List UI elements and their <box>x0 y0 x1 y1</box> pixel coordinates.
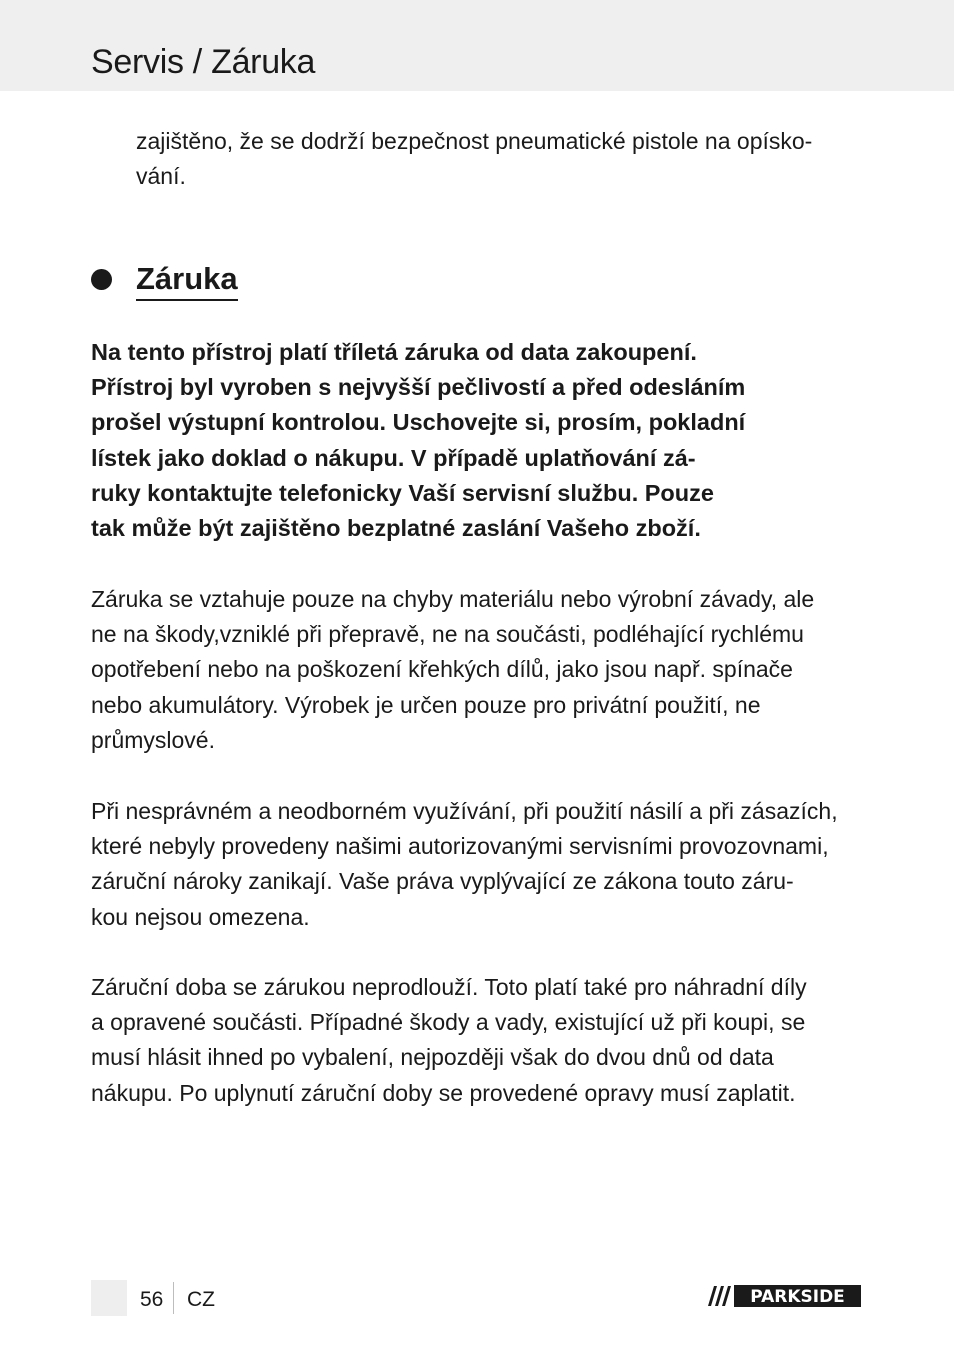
footer-divider <box>173 1282 174 1314</box>
section-bullet-icon <box>91 269 112 290</box>
warranty-scope-paragraph <box>91 582 814 758</box>
footer-marker <box>91 1280 127 1316</box>
text-line: nebo akumulátory. Výrobek je určen pouze pro privátní použití, ne <box>91 691 761 718</box>
text-line: nákupu. Po uplynutí záruční doby se provedené opravy musí zaplatit. <box>91 1079 796 1106</box>
text-line: Na tento přístroj platí tříletá záruka od data zakoupení. <box>91 339 697 365</box>
page-number: 56 <box>140 1288 164 1311</box>
text-line: ne na škody,vzniklé při přepravě, ne na součásti, podléhající rychlému <box>91 621 804 648</box>
page-title: Servis / Záruka <box>91 43 316 81</box>
warranty-summary <box>91 335 745 546</box>
text-line: kou nejsou omezena. <box>91 903 310 930</box>
text-line: lístek jako doklad o nákupu. V případě uplatňování zá- <box>91 444 696 471</box>
text-line: Při nesprávném a neodborném využívání, při použití násilí a při zásazích, <box>91 798 838 824</box>
text-line: prošel výstupní kontrolou. Uschovejte si, prosím, pokladní <box>91 409 746 436</box>
text-line: Přístroj byl vyroben s nejvyšší pečlivostí a před odesláním <box>91 374 746 401</box>
text-line: které nebyly provedeny našimi autorizovanými servisními provozovnami, <box>91 833 829 860</box>
text-line: tak může být zajištěno bezplatné zaslání Vašeho zboží. <box>91 515 701 542</box>
continuation-paragraph <box>136 124 812 194</box>
text-line: musí hlásit ihned po vybalení, nejpozději však do dvou dnů od data <box>91 1044 774 1071</box>
warranty-period-paragraph <box>91 970 807 1111</box>
text-line: Záruční doba se zárukou neprodlouží. Toto platí také pro náhradní díly <box>91 974 807 1000</box>
logo-text: PARKSIDE <box>750 1287 845 1307</box>
warranty-void-paragraph <box>91 794 838 935</box>
language-code: CZ <box>187 1288 215 1311</box>
section-heading: Záruka <box>136 259 238 301</box>
parkside-logo <box>706 1284 862 1308</box>
text-line: průmyslové. <box>91 726 215 753</box>
text-line: Záruka se vztahuje pouze na chyby materiálu nebo výrobní závady, ale <box>91 586 815 612</box>
text-line: zajištěno, že se dodrží bezpečnost pneumatické pistole na opísko- <box>136 128 813 154</box>
text-line: opotřebení nebo na poškození křehkých dílů, jako jsou např. spínače <box>91 656 793 683</box>
text-line: vání. <box>136 163 186 190</box>
text-line: a opravené součásti. Případné škody a vady, existující už při koupi, se <box>91 1009 806 1036</box>
text-line: záruční nároky zanikají. Vaše práva vyplývající ze zákona touto záru- <box>91 868 794 895</box>
text-line: ruky kontaktujte telefonicky Vaší servisní službu. Pouze <box>91 479 714 506</box>
